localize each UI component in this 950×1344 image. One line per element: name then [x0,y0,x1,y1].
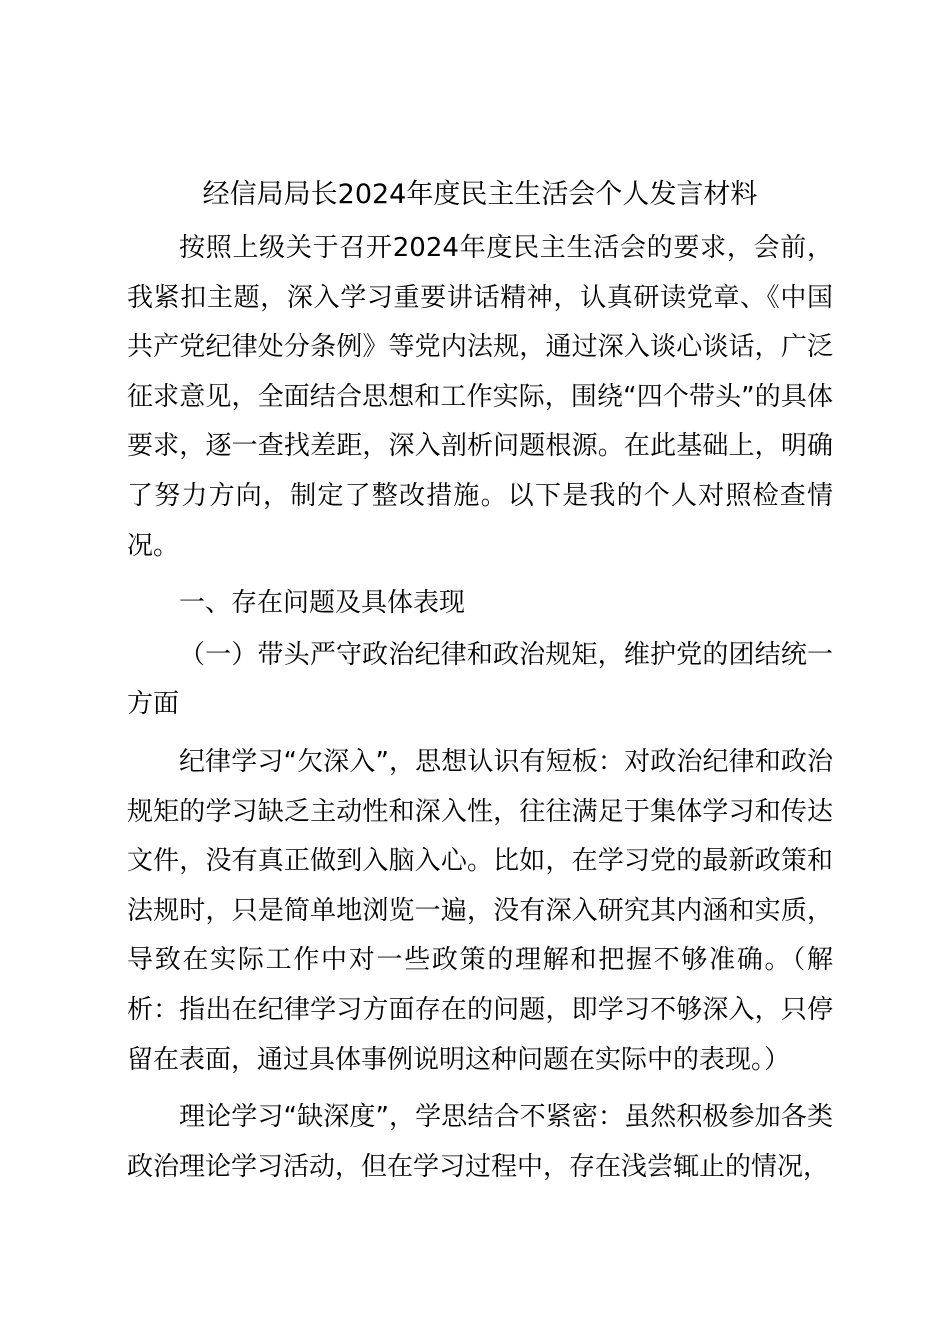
subsection-heading: （一）带头严守政治纪律和政治规矩，维护党的团结统一方面 [127,639,833,720]
document-title: 经信局局长2024年度民主生活会个人发言材料 [202,179,758,210]
body-paragraph: 纪律学习“欠深入”，思想认识有短板：对政治纪律和政治规矩的学习缺乏主动性和深入性，往往满足于集体学习和传达文件，没有真正做到入脑入心。比如，在学习党的最新政策和法规时，只是简单地浏览一遍，没有深入研究其内涵和实质，导致在实际工作中对一些政策的理解和把握不够准确。（解析：指出在纪律学习方面存在的问题，即学习不够深入，只停留在表面，通过具体事例说明这种问题在实际中的表现。） [127,746,833,1075]
document-page [127,178,833,1192]
section-heading: 一、存在问题及具体表现 [179,588,466,619]
intro-paragraph: 按照上级关于召开2024年度民主生活会的要求，会前，我紧扣主题，深入学习重要讲话精神，认真研读党章、《中国共产党纪律处分条例》等党内法规，通过深入谈心谈话，广泛征求意见，全面结合思想和工作实际，围绕“四个带头”的具体要求，逐一查找差距，深入剖析问题根源。在此基础上，明确了努力方向，制定了整改措施。以下是我的个人对照检查情况。 [127,233,833,561]
body-paragraph: 理论学习“缺深度”，学思结合不紧密：虽然积极参加各类政治理论学习活动，但在学习过程中，存在浅尝辄止的情况， [127,1102,833,1182]
